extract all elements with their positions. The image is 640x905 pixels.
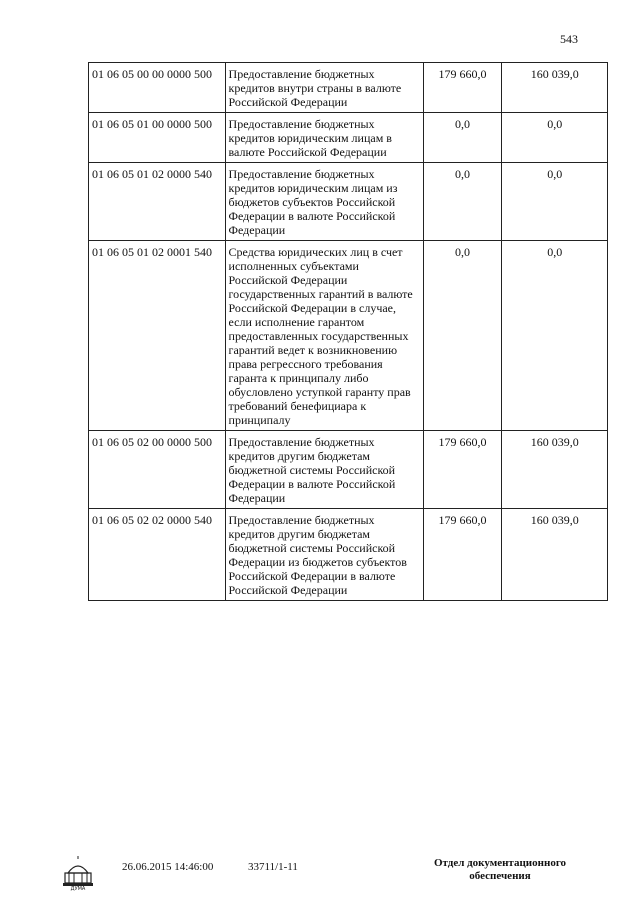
table-row bbox=[89, 163, 608, 241]
value-2016-cell: 160 039,0 bbox=[502, 431, 608, 509]
description-cell: Предоставление бюджетных кредитов внутри страны в валюте Российской Федерации bbox=[225, 63, 423, 113]
duma-emblem-icon bbox=[60, 855, 96, 891]
value-2016-cell: 0,0 bbox=[502, 241, 608, 431]
value-2016-cell: 0,0 bbox=[502, 163, 608, 241]
value-2016-cell: 0,0 bbox=[502, 113, 608, 163]
page-number: 543 bbox=[560, 32, 578, 46]
document-id: 33711/1-11 bbox=[248, 861, 298, 873]
timestamp: 26.06.2015 14:46:00 bbox=[122, 861, 214, 873]
page-footer bbox=[60, 855, 620, 895]
table-row bbox=[89, 431, 608, 509]
budget-code-cell: 01 06 05 00 00 0000 500 bbox=[89, 63, 226, 113]
value-2015-cell: 179 660,0 bbox=[423, 431, 502, 509]
table-row bbox=[89, 509, 608, 601]
value-2015-cell: 0,0 bbox=[423, 163, 502, 241]
value-2015-cell: 0,0 bbox=[423, 113, 502, 163]
department-stamp bbox=[420, 857, 580, 883]
budget-code-cell: 01 06 05 01 02 0000 540 bbox=[89, 163, 226, 241]
description-cell: Предоставление бюджетных кредитов юридическим лицам в валюте Российской Федерации bbox=[225, 113, 423, 163]
value-2015-cell: 179 660,0 bbox=[423, 509, 502, 601]
budget-code-cell: 01 06 05 01 02 0001 540 bbox=[89, 241, 226, 431]
budget-credit-table bbox=[88, 62, 608, 601]
table-row bbox=[89, 241, 608, 431]
table-row bbox=[89, 113, 608, 163]
description-cell: Предоставление бюджетных кредитов другим бюджетам бюджетной системы Российской Федерации из бюджетов субъектов Российской Федерации в валюте Российской Федерации bbox=[225, 509, 423, 601]
description-cell: Предоставление бюджетных кредитов другим бюджетам бюджетной системы Российской Федерации в валюте Российской Федерации bbox=[225, 431, 423, 509]
svg-text:ДУМА: ДУМА bbox=[70, 886, 86, 891]
table-body bbox=[89, 63, 608, 601]
department-line-2: обеспечения bbox=[469, 870, 531, 882]
value-2015-cell: 179 660,0 bbox=[423, 63, 502, 113]
budget-code-cell: 01 06 05 02 02 0000 540 bbox=[89, 509, 226, 601]
value-2016-cell: 160 039,0 bbox=[502, 509, 608, 601]
budget-code-cell: 01 06 05 01 00 0000 500 bbox=[89, 113, 226, 163]
value-2015-cell: 0,0 bbox=[423, 241, 502, 431]
budget-code-cell: 01 06 05 02 00 0000 500 bbox=[89, 431, 226, 509]
description-cell: Предоставление бюджетных кредитов юридическим лицам из бюджетов субъектов Российской Федерации в валюте Российской Федерации bbox=[225, 163, 423, 241]
table-row bbox=[89, 63, 608, 113]
department-line-1: Отдел документационного bbox=[433, 857, 567, 869]
value-2016-cell: 160 039,0 bbox=[502, 63, 608, 113]
description-cell: Средства юридических лиц в счет исполненных субъектами Российской Федерации государственных гарантий в валюте Российской Федерации в случае, если исполнение гарантом предоставленных государственных гарантий ведет к возникновению права регрессного требования гаранта к принципалу либо обусловлено уступкой гаранту прав требований бенефициара к принципалу bbox=[225, 241, 423, 431]
